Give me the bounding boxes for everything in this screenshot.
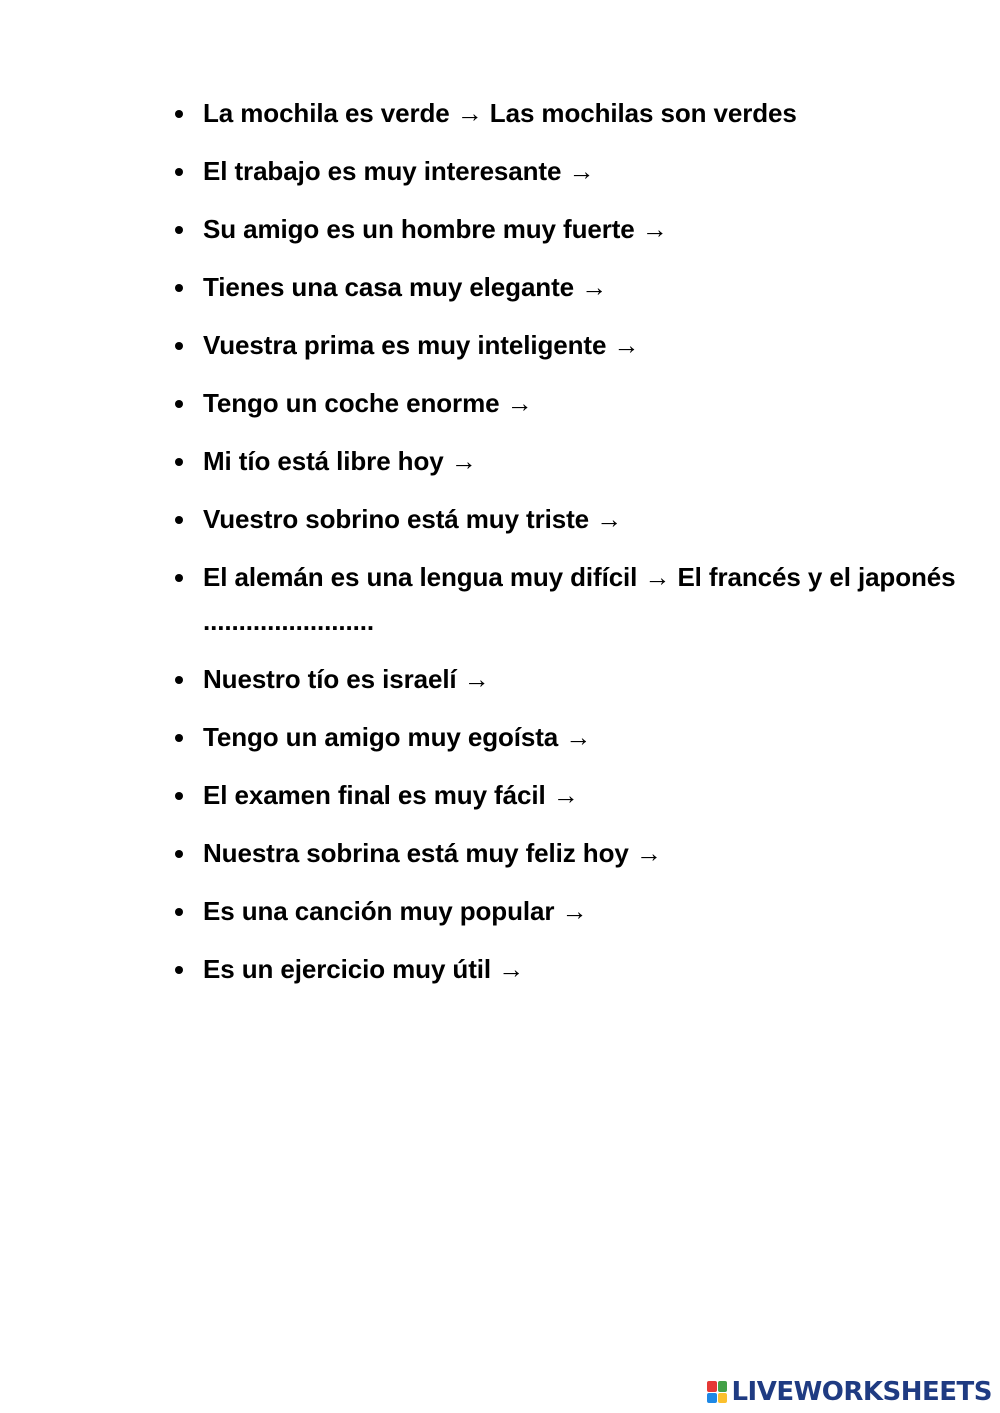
bullet-icon	[175, 342, 183, 350]
exercise-item	[170, 716, 960, 760]
exercise-text: Nuestro tío es israelí →	[203, 663, 490, 694]
logo-square-yellow	[718, 1393, 728, 1404]
bullet-icon	[175, 458, 183, 466]
liveworksheets-logo[interactable]	[707, 1377, 992, 1407]
exercise-item	[170, 324, 960, 368]
bullet-icon	[175, 574, 183, 582]
exercise-text: Tengo un coche enorme →	[203, 388, 533, 418]
exercise-item	[170, 92, 960, 136]
exercise-item	[170, 150, 960, 194]
bullet-icon	[175, 110, 183, 118]
bullet-icon	[175, 676, 183, 684]
exercise-text: Tengo un amigo muy egoísta →	[203, 721, 592, 752]
bullet-icon	[175, 908, 183, 916]
bullet-icon	[175, 516, 183, 524]
bullet-icon	[175, 226, 183, 234]
exercise-list	[170, 92, 963, 1006]
exercise-text: Nuestra sobrina está muy feliz hoy →	[203, 837, 662, 868]
bullet-icon	[175, 284, 183, 292]
bullet-icon	[175, 792, 183, 800]
exercise-text: Tienes una casa muy elegante →	[203, 272, 608, 302]
exercise-item	[170, 266, 960, 310]
exercise-item	[170, 832, 960, 876]
bullet-icon	[175, 168, 183, 176]
logo-text: LIVEWORKSHEETS	[731, 1377, 992, 1407]
exercise-item	[170, 556, 963, 643]
exercise-item	[170, 498, 960, 542]
exercise-item	[170, 208, 960, 252]
exercise-text: El alemán es una lengua muy difícil → El francés y el japonés ........................	[203, 562, 963, 636]
exercise-text: Vuestro sobrino está muy triste →	[203, 504, 623, 534]
exercise-text: Es un ejercicio muy útil →	[203, 953, 525, 984]
exercise-item	[170, 658, 960, 702]
exercise-text: Es una canción muy popular →	[203, 895, 588, 926]
exercise-item	[170, 440, 960, 484]
bullet-icon	[175, 734, 183, 742]
logo-mark-icon	[707, 1381, 727, 1403]
exercise-text: El examen final es muy fácil →	[203, 779, 579, 810]
exercise-text: Vuestra prima es muy inteligente →	[203, 330, 640, 360]
exercise-text: El trabajo es muy interesante →	[203, 156, 595, 186]
logo-square-green	[718, 1381, 728, 1392]
exercise-text: Su amigo es un hombre muy fuerte →	[203, 214, 668, 244]
bullet-icon	[175, 400, 183, 408]
bullet-icon	[175, 966, 183, 974]
bullet-icon	[175, 850, 183, 858]
exercise-item	[170, 774, 960, 818]
logo-square-red	[707, 1381, 717, 1392]
exercise-item	[170, 948, 960, 992]
logo-square-blue	[707, 1393, 717, 1404]
exercise-item	[170, 890, 960, 934]
exercise-item	[170, 382, 960, 426]
exercise-text: La mochila es verde → Las mochilas son verdes	[203, 98, 797, 128]
exercise-text: Mi tío está libre hoy →	[203, 446, 477, 476]
